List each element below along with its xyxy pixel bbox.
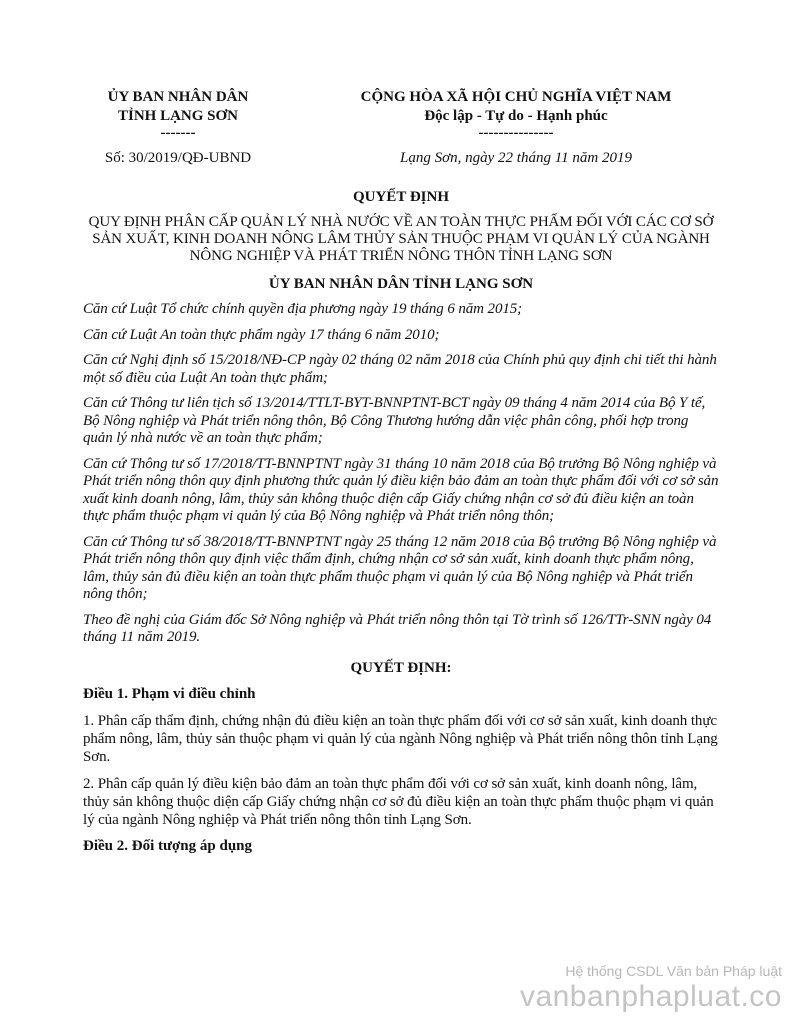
article-1-paragraph: 1. Phân cấp thẩm định, chứng nhận đủ điều kiện an toàn thực phẩm đối với cơ sở sản xuất, kinh doanh thực phẩm nông, lâm, thủy sản thuộc phạm vi quản lý của ngành Nông nghiệp và Phát triển nông thôn tỉnh Lạng Sơn. [83, 712, 718, 765]
issuer-name: ỦY BAN NHÂN DÂN [107, 89, 249, 105]
article-2-title: Điều 2. Đối tượng áp dụng [83, 837, 253, 854]
legal-basis-item: Căn cứ Thông tư số 17/2018/TT-BNNPTNT ngày 31 tháng 10 năm 2018 của Bộ trưởng Bộ Nông nghiệp và Phát triển nông thôn quy định phương thức quản lý điều kiện bảo đảm an toàn thực phẩm đối với cơ sở sản xuất kinh doanh nông, lâm, thủy sản không thuộc diện cấp Giấy chứng nhận cơ sở đủ điều kiện an toàn thực phẩm thuộc phạm vi quản lý của Bộ Nông nghiệp và Phát triển nông thôn; [83, 455, 719, 524]
document-page [83, 88, 719, 855]
issue-date: Lạng Sơn, ngày 22 tháng 11 năm 2019 [400, 150, 632, 166]
document-number: Số: 30/2019/QĐ-UBND [104, 150, 252, 166]
legal-basis-item: Căn cứ Nghị định số 15/2018/NĐ-CP ngày 02 tháng 02 năm 2018 của Chính phủ quy định chi tiết thi hành một số điều của Luật An toàn thực phẩm; [83, 352, 717, 386]
legal-basis-item: Căn cứ Luật Tổ chức chính quyền địa phương ngày 19 tháng 6 năm 2015; [83, 301, 523, 317]
motto-divider: --------------- [478, 125, 554, 141]
watermark-caption: Hệ thống CSDL Văn bản Pháp luật [565, 963, 782, 979]
document-subject: QUY ĐỊNH PHÂN CẤP QUẢN LÝ NHÀ NƯỚC VỀ AN TOÀN THỰC PHẨM ĐỐI VỚI CÁC CƠ SỞ SẢN XUẤT, KINH DOANH NÔNG LÂM THỦY SẢN THUỘC PHẠM VI QUẢN LÝ CỦA NGÀNH NÔNG NGHIỆP VÀ PHÁT TRIỂN NÔNG THÔN TỈNH LẠNG SƠN [88, 214, 714, 264]
legal-basis-item: Theo đề nghị của Giám đốc Sở Nông nghiệp và Phát triển nông thôn tại Tờ trình số 126/TTr-SNN ngày 04 tháng 11 năm 2019. [83, 611, 712, 645]
legal-basis-item: Căn cứ Thông tư số 38/2018/TT-BNNPTNT ngày 25 tháng 12 năm 2018 của Bộ trưởng Bộ Nông nghiệp và Phát triển nông thôn quy định việc thẩm định, chứng nhận cơ sở sản xuất, kinh doanh thực phẩm nông, lâm, thủy sản đủ điều kiện an toàn thực phẩm thuộc phạm vi quản lý của Bộ Nông nghiệp và Phát triển nông thôn; [83, 533, 717, 602]
legal-basis-item: Căn cứ Luật An toàn thực phẩm ngày 17 tháng 6 năm 2010; [83, 326, 440, 343]
legal-basis-item: Căn cứ Thông tư liên tịch số 13/2014/TTLT-BYT-BNNPTNT-BCT ngày 09 tháng 4 năm 2014 của Bộ Y tế, Bộ Nông nghiệp và Phát triển nông thôn, Bộ Công Thương hướng dẫn việc phân công, phối hợp trong quản lý nhà nước về an toàn thực phẩm; [83, 395, 706, 446]
document-type: QUYẾT ĐỊNH [353, 189, 449, 205]
issuer-province: TỈNH LẠNG SƠN [117, 108, 239, 124]
legal-bases [83, 301, 719, 647]
watermark-site: vanbanphapluat.co [519, 980, 782, 1013]
issuer-divider: ------- [160, 125, 196, 141]
article-1-title: Điều 1. Phạm vi điều chỉnh [83, 685, 256, 702]
issuing-authority: ỦY BAN NHÂN DÂN TỈNH LẠNG SƠN [268, 276, 534, 292]
decision-heading: QUYẾT ĐỊNH: [350, 659, 452, 676]
country-name: CỘNG HÒA XÃ HỘI CHỦ NGHĨA VIỆT NAM [360, 89, 672, 105]
motto: Độc lập - Tự do - Hạnh phúc [424, 108, 608, 124]
issuer-block [83, 88, 273, 168]
article-1-paragraph: 2. Phân cấp quản lý điều kiện bảo đảm an toàn thực phẩm đối với cơ sở sản xuất, kinh doanh nông, lâm, thủy sản không thuộc diện cấp Giấy chứng nhận cơ sở đủ điều kiện an toàn thực phẩm thuộc phạm vi quản lý của ngành Nông nghiệp và Phát triển nông thôn tỉnh Lạng Sơn. [83, 775, 714, 828]
document-header [83, 88, 719, 168]
national-motto-block [299, 88, 719, 168]
